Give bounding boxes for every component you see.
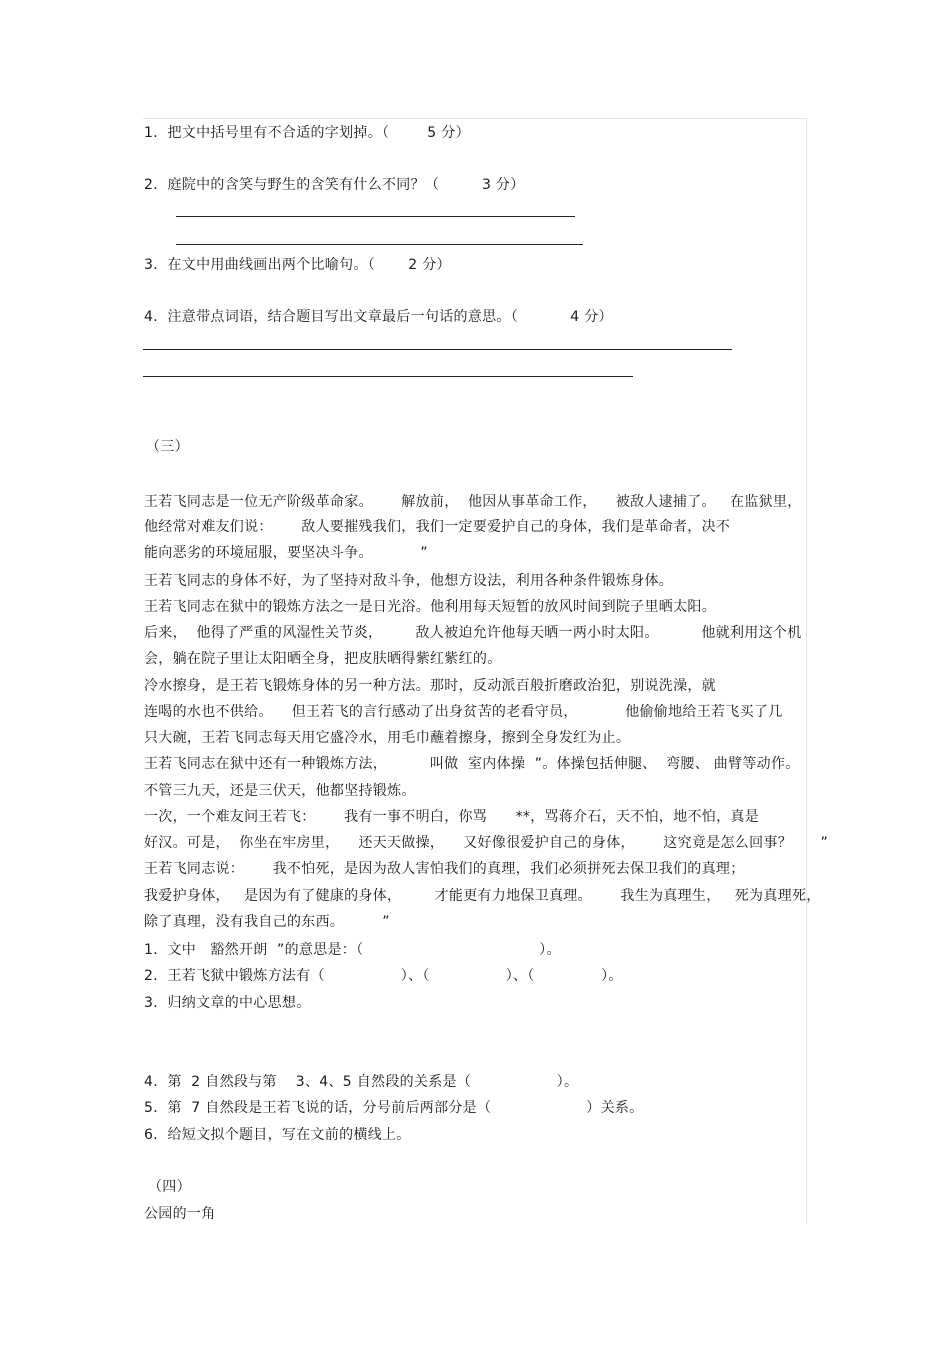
answer-line (143, 349, 732, 350)
section-3-question: 2．王若飞狱中锻炼方法有（ ）、（ ）、（ ）。 (144, 968, 623, 984)
passage-line: 王若飞同志在狱中的锻炼方法之一是日光浴。他利用每天短暂的放风时间到院子里晒太阳。 (144, 599, 716, 615)
section-4-heading: （四） (148, 1179, 191, 1195)
passage-line: 除了真理，没有我自己的东西。 ” (144, 914, 390, 930)
passage-line: 连喝的水也不供给。 但王若飞的言行感动了出身贫苦的老看守员， 他偷偷地给王若飞买了几 (144, 704, 783, 720)
passage-line: 好汉。可是， 你坐在牢房里， 还天天做操， 又好像很爱护自己的身体， 这究竟是怎么回事？ ” (144, 835, 829, 851)
passage-line: 王若飞同志是一位无产阶级革命家。 解放前， 他因从事革命工作， 被敌人逮捕了。 在监狱里， (144, 494, 802, 510)
question-2: 2．庭院中的含笑与野生的含笑有什么不同？（ 3 分） (144, 177, 525, 193)
question-4: 4．注意带点词语，结合题目写出文章最后一句话的意思。（ 4 分） (144, 309, 613, 325)
passage-line: 王若飞同志在狱中还有一种锻炼方法， 叫做 室内体操 ”。体操包括伸腿、 弯腰、 曲臂等动作。 (144, 756, 800, 772)
answer-line (143, 376, 633, 377)
passage-line: 能向恶劣的环境屈服，要坚决斗争。 ” (144, 545, 428, 561)
section-3-question: 4．第 2 自然段与第 3、4、5 自然段的关系是（ ）。 (144, 1074, 579, 1090)
passage-line: 只大碗，王若飞同志每天用它盛冷水，用毛巾蘸着擦身，擦到全身发红为止。 (144, 730, 631, 746)
passage-line: 我爱护身体， 是因为有了健康的身体， 才能更有力地保卫真理。 我生为真理生， 死为真理死， (144, 888, 821, 904)
question-1: 1．把文中括号里有不合适的字划掉。（ 5 分） (144, 125, 470, 141)
passage-line: 会，躺在院子里让太阳晒全身，把皮肤晒得紫红紫红的。 (144, 651, 502, 667)
section-3-question: 5．第 7 自然段是王若飞说的话，分号前后两部分是（ ）关系。 (144, 1100, 644, 1116)
section-3-question: 1．文中 豁然开朗 ”的意思是：（ ）。 (144, 942, 561, 958)
question-3: 3．在文中用曲线画出两个比喻句。（ 2 分） (144, 257, 451, 273)
section-3-question: 6．给短文拟个题目，写在文前的横线上。 (144, 1127, 411, 1143)
passage-line: 不管三九天，还是三伏天，他都坚持锻炼。 (144, 783, 416, 799)
passage-line: 他经常对难友们说： 敌人要摧残我们，我们一定要爱护自己的身体，我们是革命者，决不 (144, 519, 731, 535)
passage-line: 王若飞同志说： 我不怕死，是因为敌人害怕我们的真理，我们必须拼死去保卫我们的真理； (144, 861, 745, 877)
answer-line (176, 244, 583, 245)
page-frame (143, 118, 807, 1224)
passage-line: 冷水擦身，是王若飞锻炼身体的另一种方法。那时，反动派百般折磨政治犯，别说洗澡，就 (144, 678, 716, 694)
passage-line: 王若飞同志的身体不好，为了坚持对敌斗争，他想方设法，利用各种条件锻炼身体。 (144, 573, 674, 589)
answer-line (176, 216, 575, 217)
passage-line: 后来， 他得了严重的风湿性关节炎， 敌人被迫允许他每天晒一两小时太阳。 他就利用这个机 (144, 625, 802, 641)
section-3-question: 3．归纳文章的中心思想。 (144, 995, 311, 1011)
section-4-title: 公园的一角 (144, 1206, 216, 1222)
passage-line: 一次，一个难友问王若飞： 我有一事不明白，你骂 **，骂蒋介石，天不怕，地不怕，真是 (144, 809, 759, 825)
section-3-heading: （三） (146, 439, 189, 455)
